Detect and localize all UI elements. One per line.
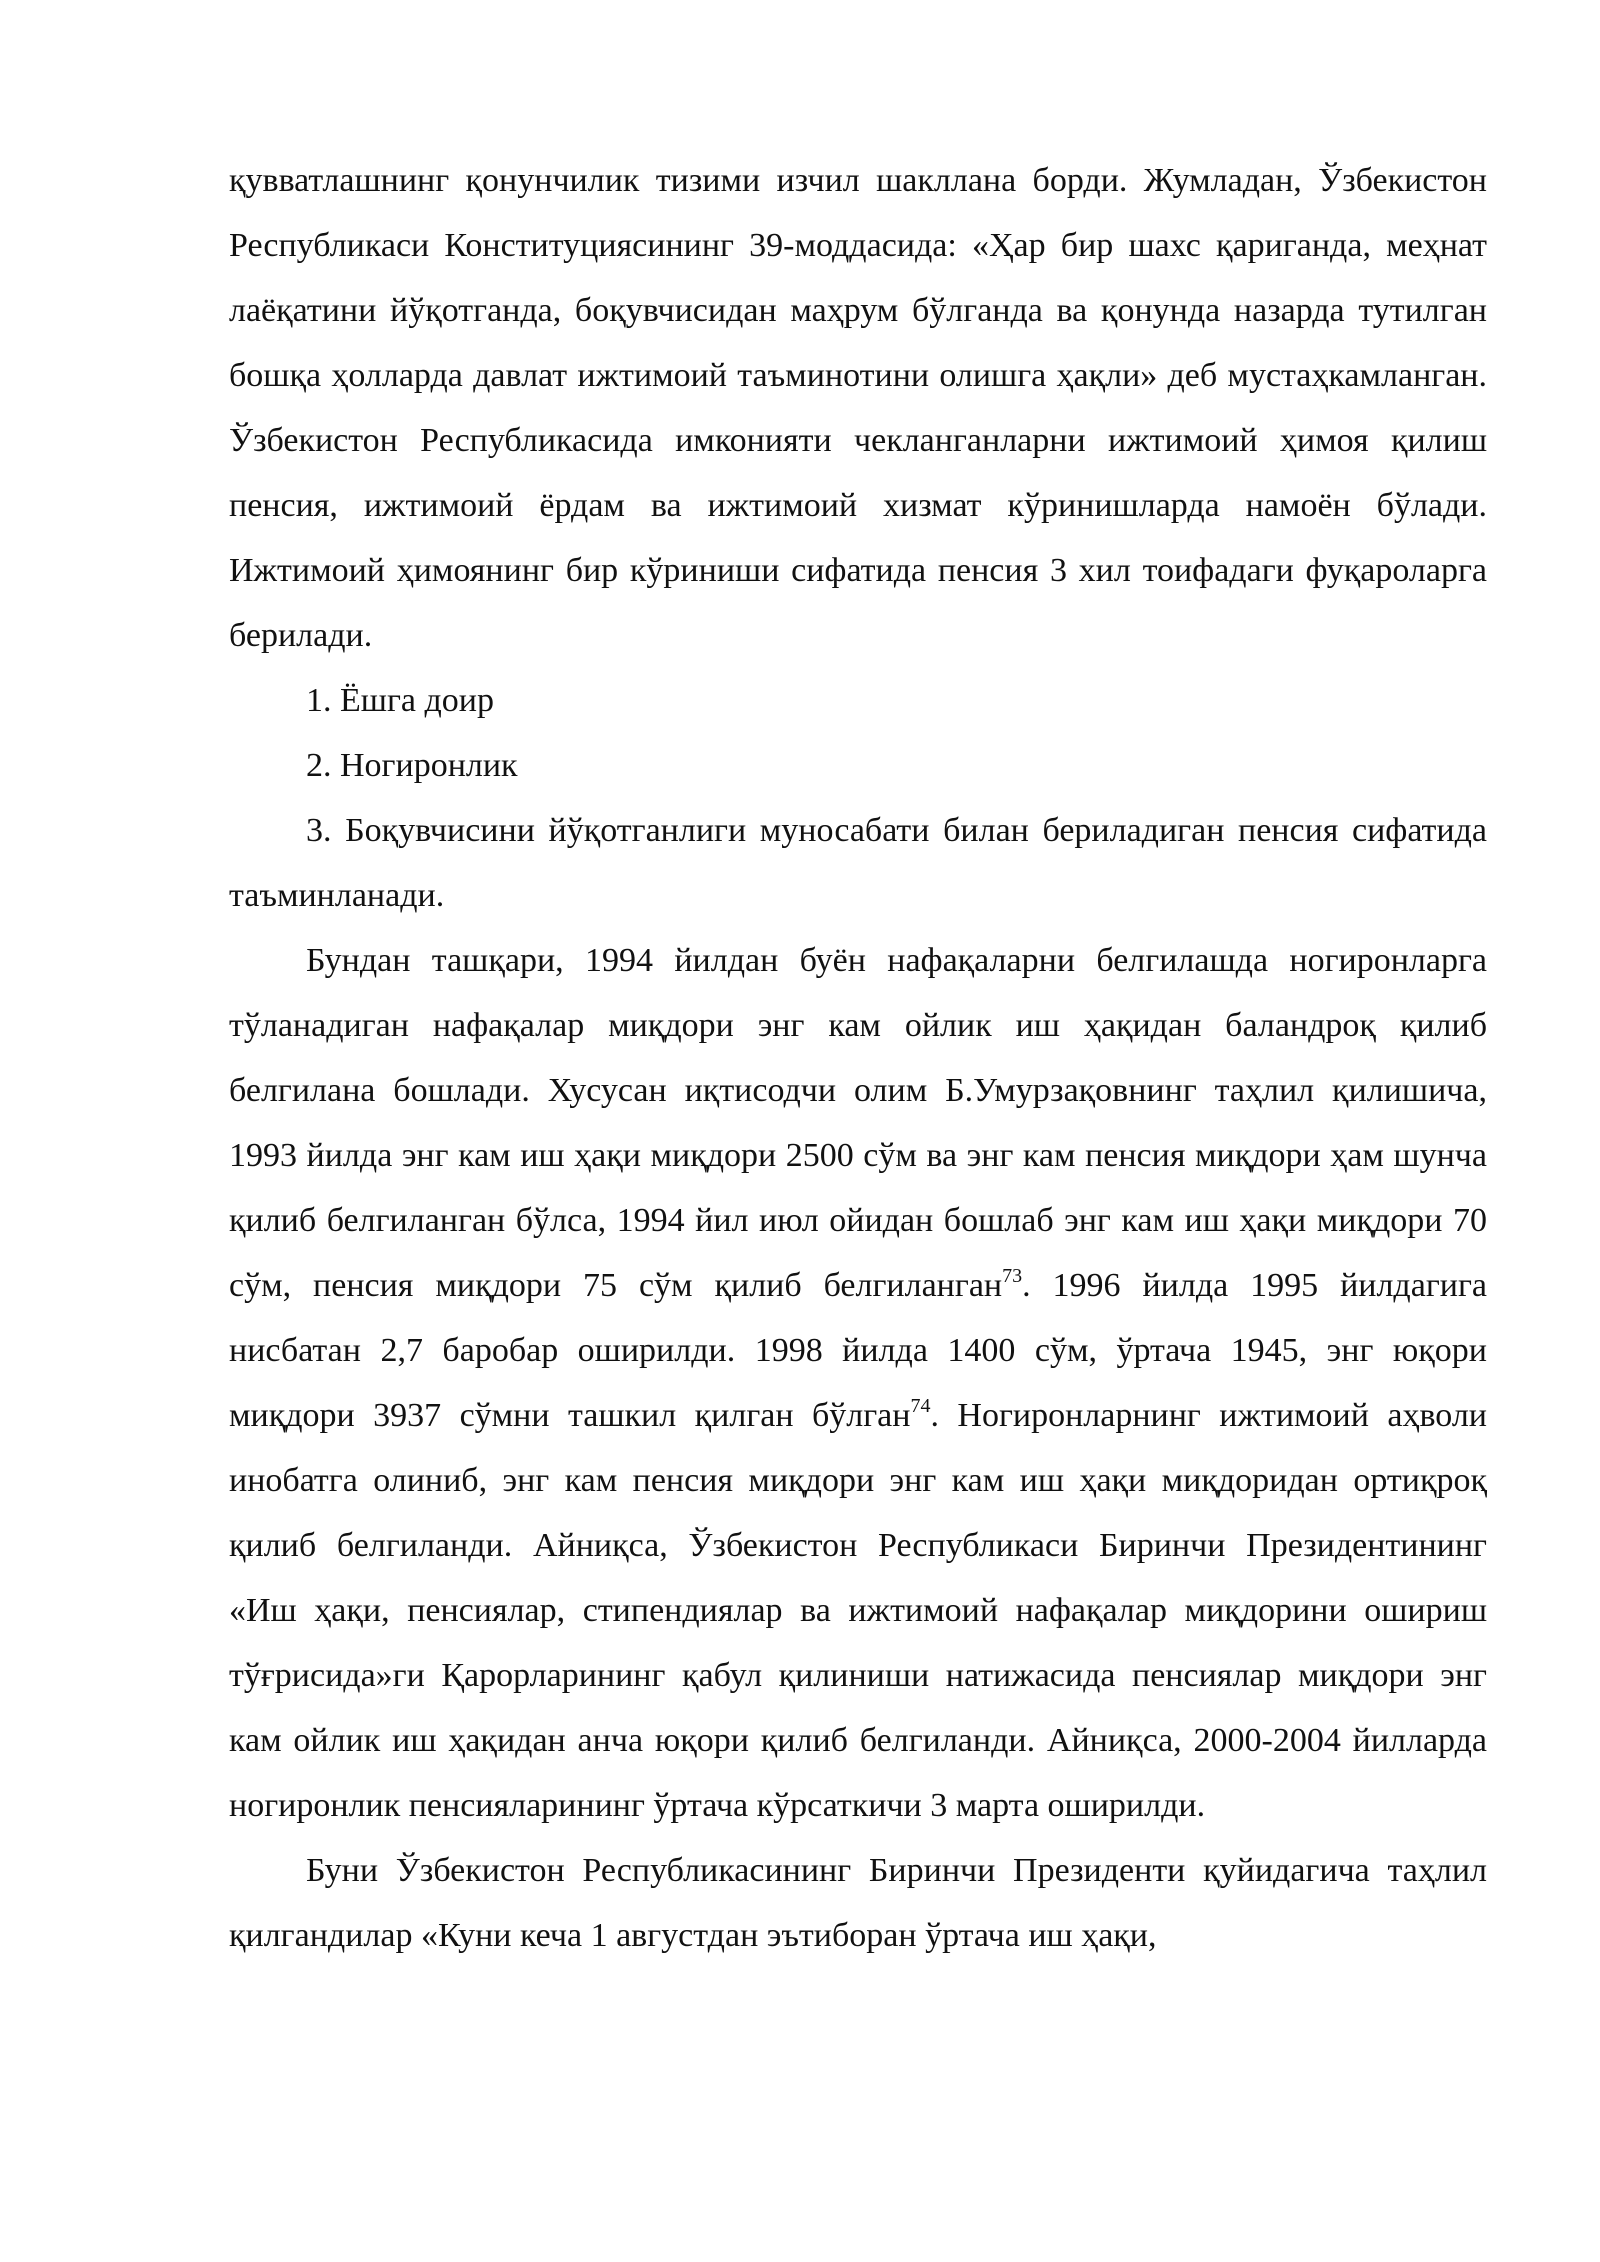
- list-item-age: 1. Ёшга доир: [306, 682, 494, 719]
- paragraph-pension-history-part-c: . Ногиронларнинг ижтимоий аҳволи инобатга олиниб, энг кам пенсия миқдори энг кам иш ҳақи миқдоридан ортиқроқ қилиб белгиланди. Айниқса, Ўзбекистон Республикаси Биринчи Президентининг «Иш ҳақи, пенсиялар, стипендиялар ва ижтимоий нафақалар миқдорини ошириш тўғрисида»ги Қарорларининг қабул қилиниши натижасида пенсиялар миқдори энг кам ойлик иш ҳақидан анча юқори қилиб белгиланди. Айниқса, 2000-2004 йилларда ногиронлик пенсияларининг ўртача кўрсаткичи 3 марта оширилди.: [229, 1397, 1487, 1824]
- paragraph-pension-history-part-a: Бундан ташқари, 1994 йилдан буён нафақаларни белгилашда ногиронларга тўланадиган нафақалар миқдори энг кам ойлик иш ҳақидан баландроқ қилиб белгилана бошлади. Хусусан иқтисодчи олим Б.Умурзақовнинг таҳлил қилишича, 1993 йилда энг кам иш ҳақи миқдори 2500 сўм ва энг кам пенсия миқдори ҳам шунча қилиб белгиланган бўлса, 1994 йил июл ойидан бошлаб энг кам иш ҳақи миқдори 70 сўм, пенсия миқдори 75 сўм қилиб белгиланган: [229, 942, 1487, 1304]
- list-item-disability: 2. Ногиронлик: [306, 747, 518, 784]
- paragraph-president-analysis: Буни Ўзбекистон Республикасининг Биринчи Президенти қуйидагича таҳлил қилгандилар «Куни кеча 1 августдан эътиборан ўртача иш ҳақи,: [229, 1852, 1487, 1954]
- footnote-ref-73[interactable]: 73: [1002, 1264, 1023, 1287]
- document-page: [229, 148, 1487, 1968]
- paragraph-constitution: қувватлашнинг қонунчилик тизими изчил шакллана борди. Жумладан, Ўзбекистон Республикаси Конституциясининг 39-моддасида: «Ҳар бир шахс қариганда, меҳнат лаёқатини йўқотганда, боқувчисидан маҳрум бўлганда ва қонунда назарда тутилган бошқа ҳолларда давлат ижтимоий таъминотини олишга ҳақли» деб мустаҳкамланган. Ўзбекистон Республикасида имконияти чекланганларни ижтимоий ҳимоя қилиш пенсия, ижтимоий ёрдам ва ижтимоий хизмат кўринишларда намоён бўлади. Ижтимоий ҳимоянинг бир кўриниши сифатида пенсия 3 хил тоифадаги фуқароларга берилади.: [229, 162, 1487, 654]
- paragraph-pension-history-part-b: . 1996 йилда 1995 йилдагига нисбатан 2,7 баробар оширилди. 1998 йилда 1400 сўм, ўртача 1945, энг юқори миқдори 3937 сўмни ташкил қилган бўлган: [229, 1267, 1488, 1434]
- paragraph-pension-history: [229, 928, 1487, 1838]
- list-item-survivor: 3. Боқувчисини йўқотганлиги муносабати билан бериладиган пенсия сифатида таъминланади.: [229, 812, 1487, 914]
- footnote-ref-74[interactable]: 74: [910, 1394, 931, 1417]
